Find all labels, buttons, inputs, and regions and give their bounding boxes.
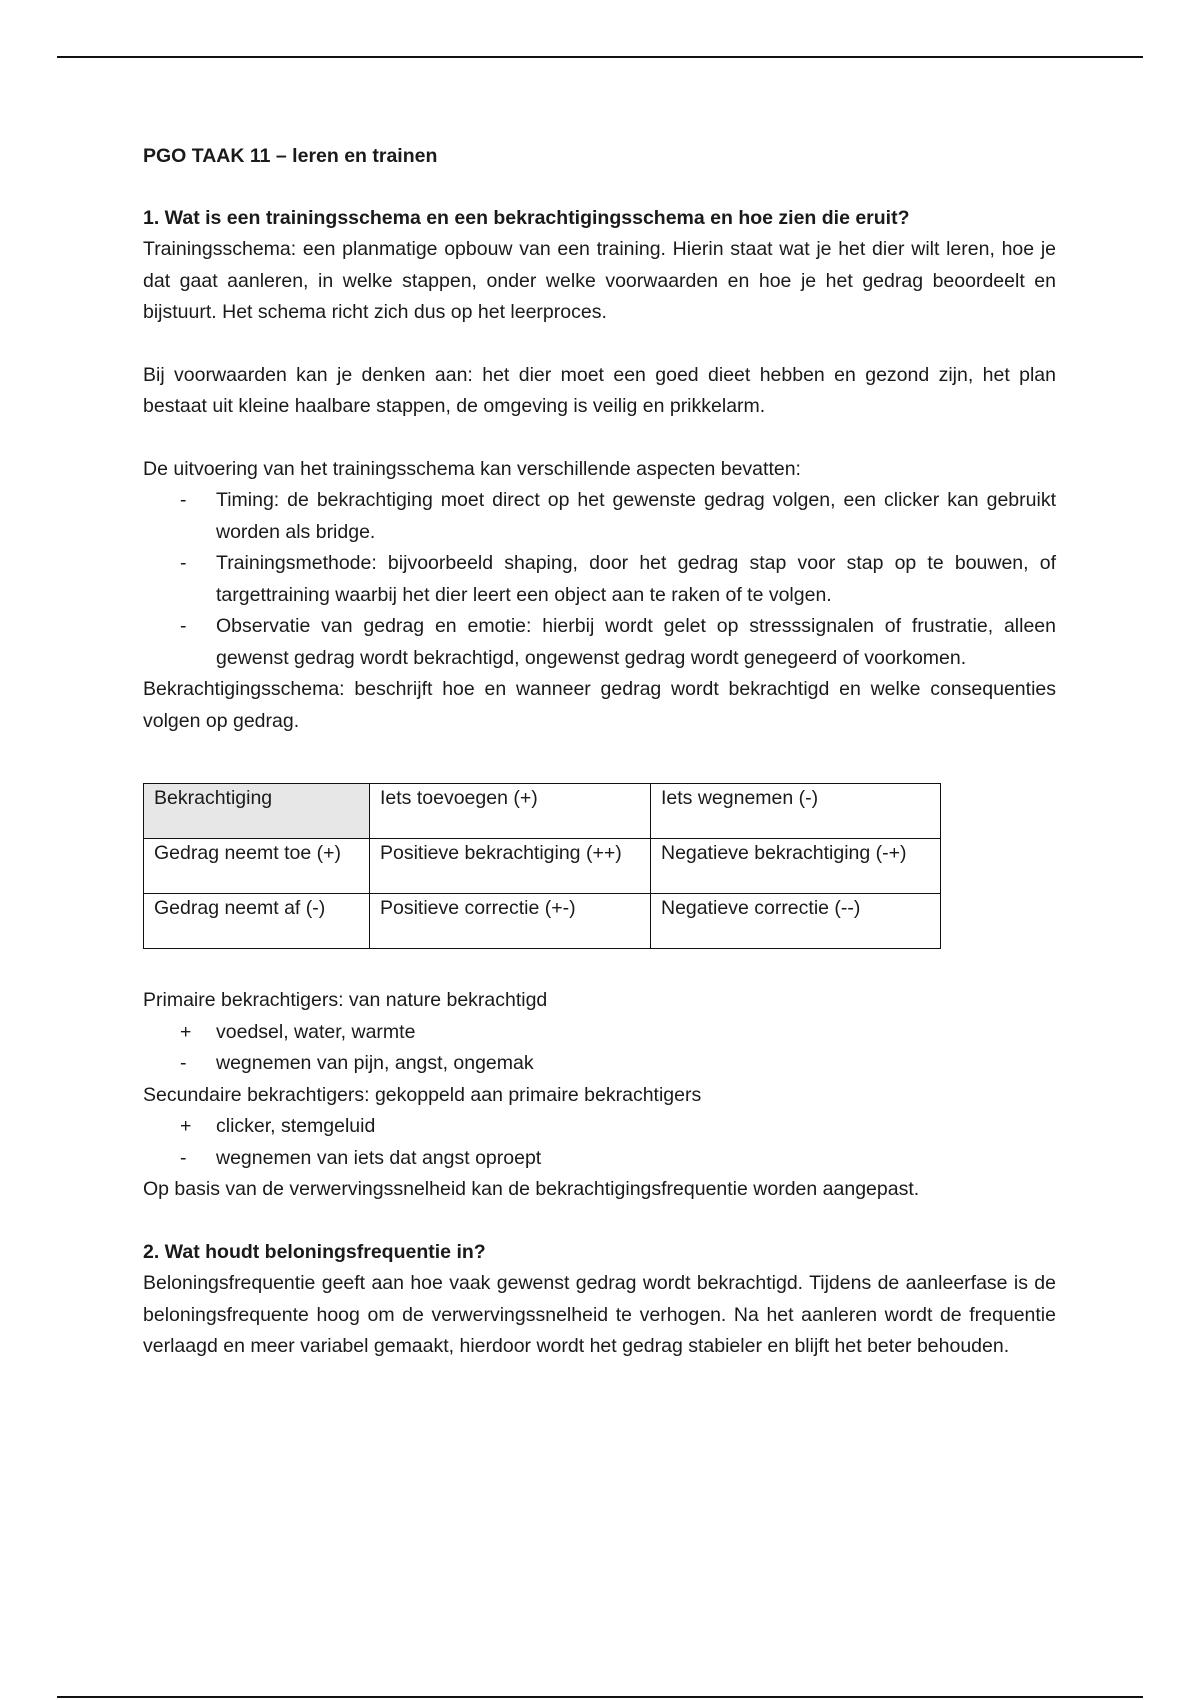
- secondary-reinforcers-list: [143, 1111, 1056, 1174]
- table-header-cell: Bekrachtiging: [144, 784, 370, 839]
- dash-bullet: -: [180, 552, 187, 574]
- question-2-heading: 2. Wat houdt beloningsfrequentie in?: [143, 1240, 486, 1263]
- header-rule: [57, 56, 1143, 58]
- list-item: [143, 611, 1056, 674]
- reinforcer-text: clicker, stemgeluid: [216, 1115, 376, 1137]
- dash-bullet: -: [180, 615, 187, 637]
- table-cell: Gedrag neemt toe (+): [144, 839, 370, 894]
- table-row: [144, 839, 941, 894]
- closing-sentence: Op basis van de verwervingssnelheid kan de bekrachtigingsfrequentie worden aangepast.: [143, 1178, 920, 1200]
- table-header-cell: Iets wegnemen (-): [651, 784, 941, 839]
- table-header-row: [144, 784, 941, 839]
- reinforcement-table: [143, 783, 941, 949]
- list-item: [143, 1143, 1056, 1175]
- training-schema-paragraph: Trainingsschema: een planmatige opbouw van een training. Hierin staat wat je het dier wilt leren, hoe je dat gaat aanleren, in welke stappen, onder welke voorwaarden en hoe je het gedrag beoordeelt en bijstuurt. Het schema richt zich dus op het leerproces.: [143, 238, 1056, 323]
- aspect-text: Trainingsmethode: bijvoorbeeld shaping, door het gedrag stap voor stap op te bouwen, of targettraining waarbij het dier leert een object aan te raken of te volgen.: [216, 552, 1056, 606]
- list-item: [143, 1111, 1056, 1143]
- reinforcer-text: wegnemen van iets dat angst oproept: [216, 1146, 542, 1169]
- list-item: [143, 1048, 1056, 1080]
- execution-intro: De uitvoering van het trainingsschema kan verschillende aspecten bevatten:: [143, 457, 801, 480]
- conditions-paragraph: Bij voorwaarden kan je denken aan: het dier moet een goed dieet hebben en gezond zijn, het plan bestaat uit kleine haalbare stappen, de omgeving is veilig en prikkelarm.: [143, 363, 1056, 417]
- reinforcer-text: voedsel, water, warmte: [216, 1020, 416, 1043]
- reward-frequency-paragraph: Beloningsfrequentie geeft aan hoe vaak gewenst gedrag wordt bekrachtigd. Tijdens de aanleerfase is de beloningsfrequente hoog om de verwervingssnelheid te verhogen. Na het aanleren wordt de frequentie verlaagd en meer variabel gemaakt, hierdoor wordt het gedrag stabieler en blijft het beter behouden.: [143, 1272, 1056, 1357]
- list-item: [143, 1017, 1056, 1049]
- question-1-heading: 1. Wat is een trainingsschema en een bekrachtigingsschema en hoe zien die eruit?: [143, 206, 910, 229]
- table-header-cell: Iets toevoegen (+): [370, 784, 651, 839]
- table-cell: Negatieve correctie (--): [651, 894, 941, 949]
- list-item: [143, 548, 1056, 611]
- plus-bullet: +: [180, 1115, 192, 1137]
- document-body: [143, 141, 1056, 1363]
- aspects-list: [143, 485, 1056, 674]
- aspect-text: Observatie van gedrag en emotie: hierbij wordt gelet op stresssignalen of frustratie, alleen gewenst gedrag wordt bekrachtigd, ongewenst gedrag wordt genegeerd of voorkomen.: [216, 615, 1056, 669]
- document-title: PGO TAAK 11 – leren en trainen: [143, 145, 438, 167]
- footer-rule: [57, 1696, 1143, 1698]
- secondary-reinforcers-label: Secundaire bekrachtigers: gekoppeld aan primaire bekrachtigers: [143, 1083, 702, 1106]
- table-cell: Negatieve bekrachtiging (-+): [651, 839, 941, 894]
- table-cell: Positieve bekrachtiging (++): [370, 839, 651, 894]
- dash-bullet: -: [180, 1052, 187, 1074]
- table-cell: Gedrag neemt af (-): [144, 894, 370, 949]
- dash-bullet: -: [180, 1146, 187, 1169]
- primary-reinforcers-list: [143, 1017, 1056, 1080]
- aspect-text: Timing: de bekrachtiging moet direct op het gewenste gedrag volgen, een clicker kan gebruikt worden als bridge.: [216, 489, 1056, 543]
- primary-reinforcers-label: Primaire bekrachtigers: van nature bekrachtigd: [143, 989, 548, 1011]
- table-row: [144, 894, 941, 949]
- dash-bullet: -: [180, 489, 187, 511]
- plus-bullet: +: [180, 1020, 192, 1043]
- reinforcement-schema-paragraph: Bekrachtigingsschema: beschrijft hoe en wanneer gedrag wordt bekrachtigd en welke consequenties volgen op gedrag.: [143, 678, 1056, 732]
- reinforcer-text: wegnemen van pijn, angst, ongemak: [216, 1052, 534, 1074]
- table-cell: Positieve correctie (+-): [370, 894, 651, 949]
- list-item: [143, 485, 1056, 548]
